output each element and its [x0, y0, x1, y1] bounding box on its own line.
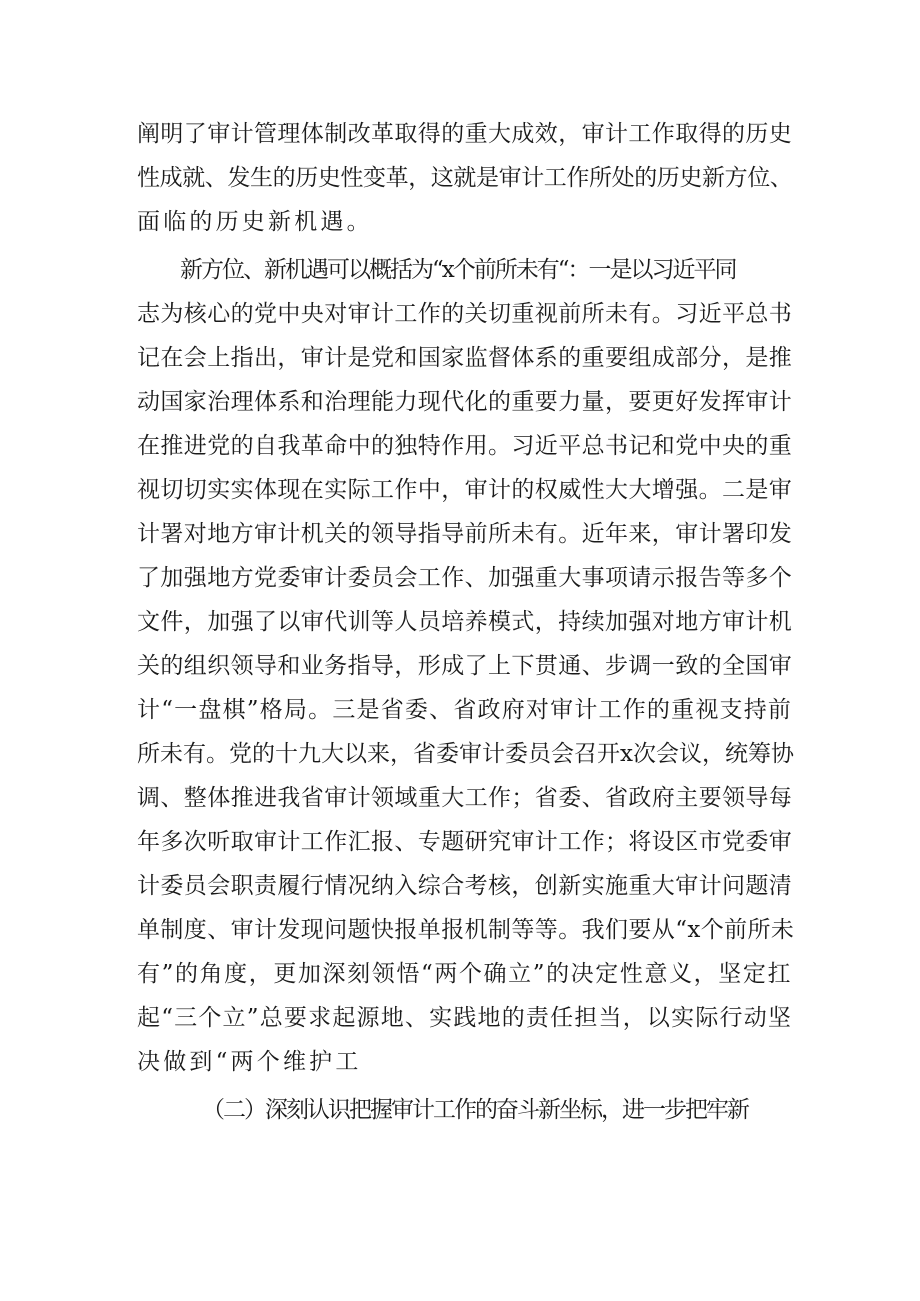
text-line: 所未有。党的十九大以来，省委审计委员会召开x次会议，统筹协: [137, 741, 794, 767]
text-line: 调、整体推进我省审计领域重大工作；省委、省政府主要领导每: [137, 785, 793, 811]
text-line: 关的组织领导和业务指导，形成了上下贯通、步调一致的全国审: [137, 653, 793, 679]
text-line: 有”的角度，更加深刻领悟“两个确立”的决定性意义，坚定扛: [137, 961, 793, 987]
text-line: 文件，加强了以审代训等人员培养模式，持续加强对地方审计机: [137, 609, 793, 635]
text-line: 计“一盘棋”格局。三是省委、省政府对审计工作的重视支持前: [137, 697, 793, 723]
text-line: 新方位、新机遇可以概括为“x个前所未有“：一是以习近平同: [180, 257, 736, 283]
section-heading: （二）深刻认识把握审计工作的奋斗新坐标，进一步把牢新: [202, 1097, 748, 1123]
text-line: 计委员会职责履行情况纳入综合考核，创新实施重大审计问题清: [137, 873, 793, 899]
text-line: 年多次听取审计工作汇报、专题研究审计工作；将设区市党委审: [137, 829, 793, 855]
text-line: 记在会上指出，审计是党和国家监督体系的重要组成部分，是推: [137, 345, 793, 371]
text-line: 起“三个立”总要求起源地、实践地的责任担当，以实际行动坚: [137, 1005, 793, 1031]
text-line: 计署对地方审计机关的领导指导前所未有。近年来，审计署印发: [137, 521, 793, 547]
text-line: 视切切实实体现在实际工作中，审计的权威性大大增强。二是审: [137, 477, 793, 503]
text-line: 性成就、发生的历史性变革，这就是审计工作所处的历史新方位、: [137, 165, 793, 191]
text-line: 单制度、审计发现问题快报单报机制等等。我们要从“x个前所未: [137, 917, 795, 943]
text-line: 阐明了审计管理体制改革取得的重大成效，审计工作取得的历史: [137, 121, 793, 147]
text-line: 动国家治理体系和治理能力现代化的重要力量，要更好发挥审计: [137, 389, 793, 415]
text-line: 面临的历史新机遇。: [137, 209, 373, 235]
text-line: 了加强地方党委审计委员会工作、加强重大事项请示报告等多个: [137, 565, 793, 591]
text-line: 决做到“两个维护工: [137, 1049, 362, 1075]
text-line: 志为核心的党中央对审计工作的关切重视前所未有。习近平总书: [137, 301, 793, 327]
text-line: 在推进党的自我革命中的独特作用。习近平总书记和党中央的重: [137, 433, 793, 459]
